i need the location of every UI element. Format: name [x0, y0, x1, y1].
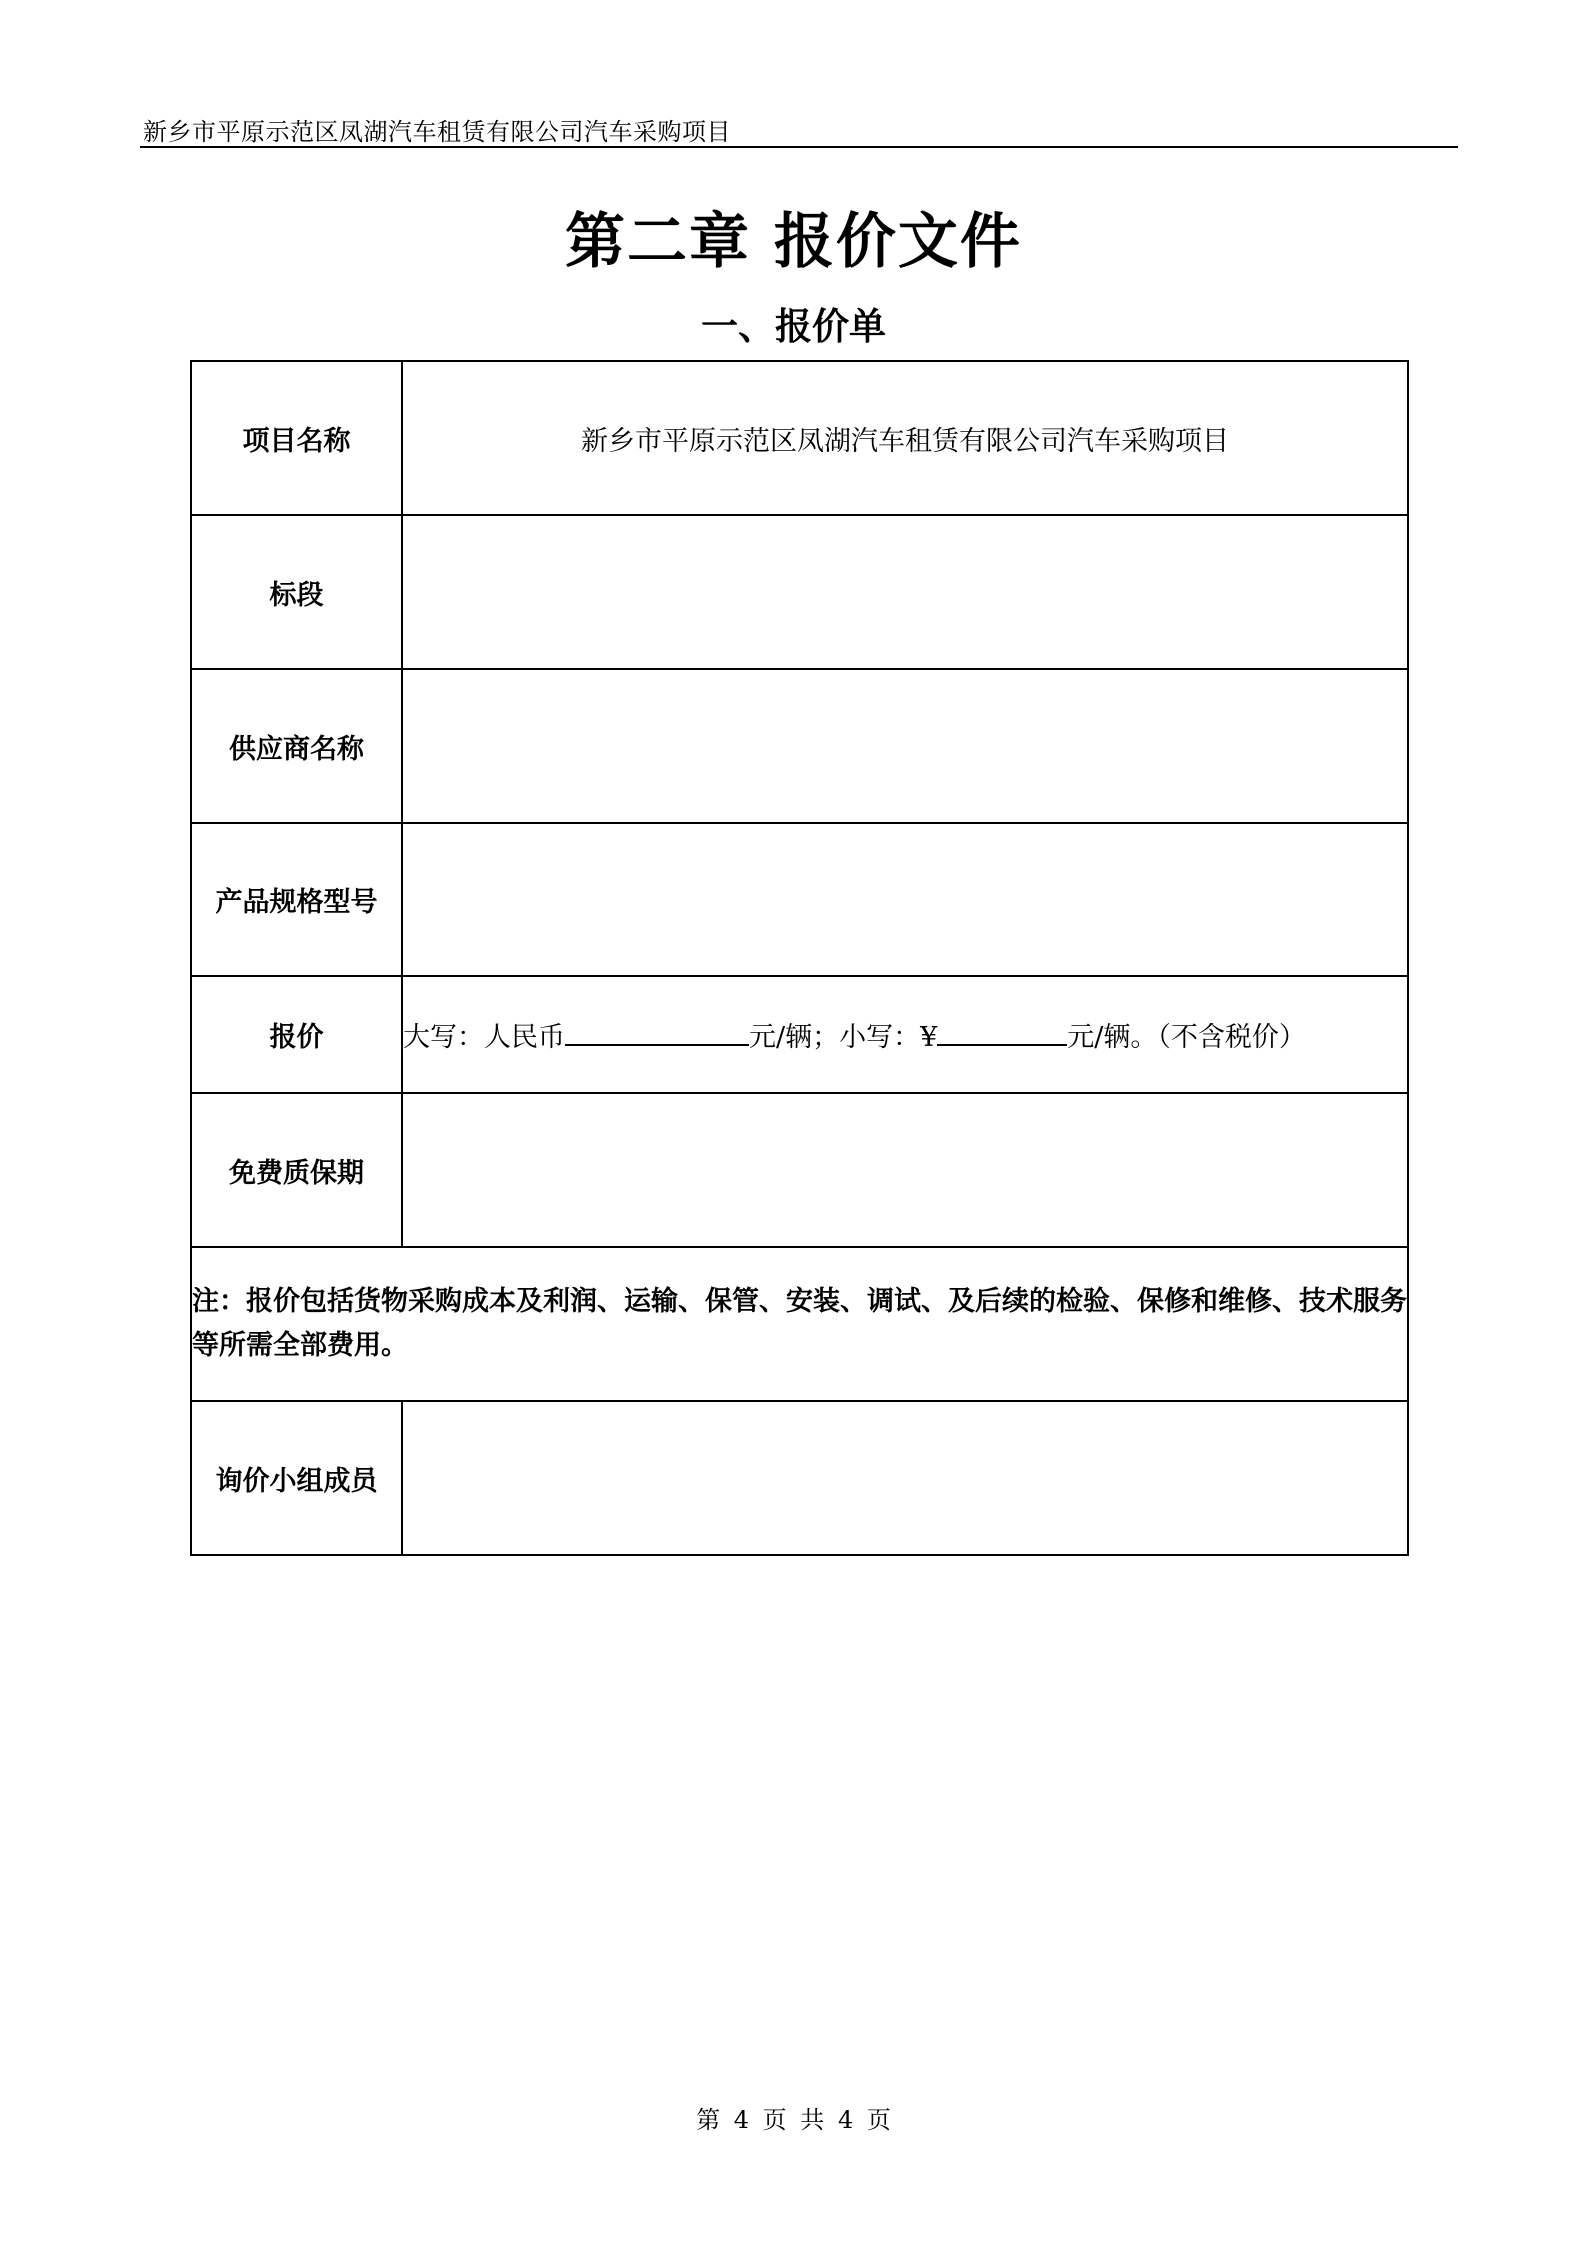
supplier-value-field[interactable]: [402, 669, 1408, 823]
row-panel: [191, 1401, 1408, 1555]
running-header: 新乡市平原示范区凤湖汽车租赁有限公司汽车采购项目: [143, 118, 731, 146]
lot-value-field[interactable]: [402, 515, 1408, 669]
spec-value-field[interactable]: [402, 823, 1408, 976]
row-lot: [191, 515, 1408, 669]
row-price: [191, 976, 1408, 1093]
row-spec: [191, 823, 1408, 976]
price-unit-2: 元/辆。（不含税价）: [1067, 1022, 1306, 1053]
chapter-title: 第二章 报价文件: [565, 207, 1022, 277]
project-name-value: 新乡市平原示范区凤湖汽车租赁有限公司汽车采购项目: [402, 361, 1408, 515]
panel-label: 询价小组成员: [191, 1401, 402, 1555]
warranty-label: 免费质保期: [191, 1093, 402, 1247]
quotation-table: [190, 360, 1409, 1556]
price-upper-prefix: 大写：人民币: [403, 1022, 565, 1053]
price-upper-blank[interactable]: [565, 1017, 749, 1046]
page-footer: 第 4 页 共 4 页: [696, 2106, 891, 2134]
row-warranty: [191, 1093, 1408, 1247]
section-title: 一、报价单: [701, 304, 886, 348]
price-label: 报价: [191, 976, 402, 1093]
row-project-name: [191, 361, 1408, 515]
spec-label: 产品规格型号: [191, 823, 402, 976]
warranty-value-field[interactable]: [402, 1093, 1408, 1247]
price-value: [402, 976, 1408, 1093]
lot-label: 标段: [191, 515, 402, 669]
supplier-label: 供应商名称: [191, 669, 402, 823]
price-note: 注：报价包括货物采购成本及利润、运输、保管、安装、调试、及后续的检验、保修和维修、技术服务等所需全部费用。: [191, 1247, 1408, 1401]
row-note: [191, 1247, 1408, 1401]
price-unit-1: 元/辆；小写：¥: [749, 1022, 938, 1053]
row-supplier: [191, 669, 1408, 823]
price-lower-blank[interactable]: [937, 1017, 1067, 1046]
project-name-label: 项目名称: [191, 361, 402, 515]
panel-value-field[interactable]: [402, 1401, 1408, 1555]
header-rule: [140, 146, 1458, 148]
